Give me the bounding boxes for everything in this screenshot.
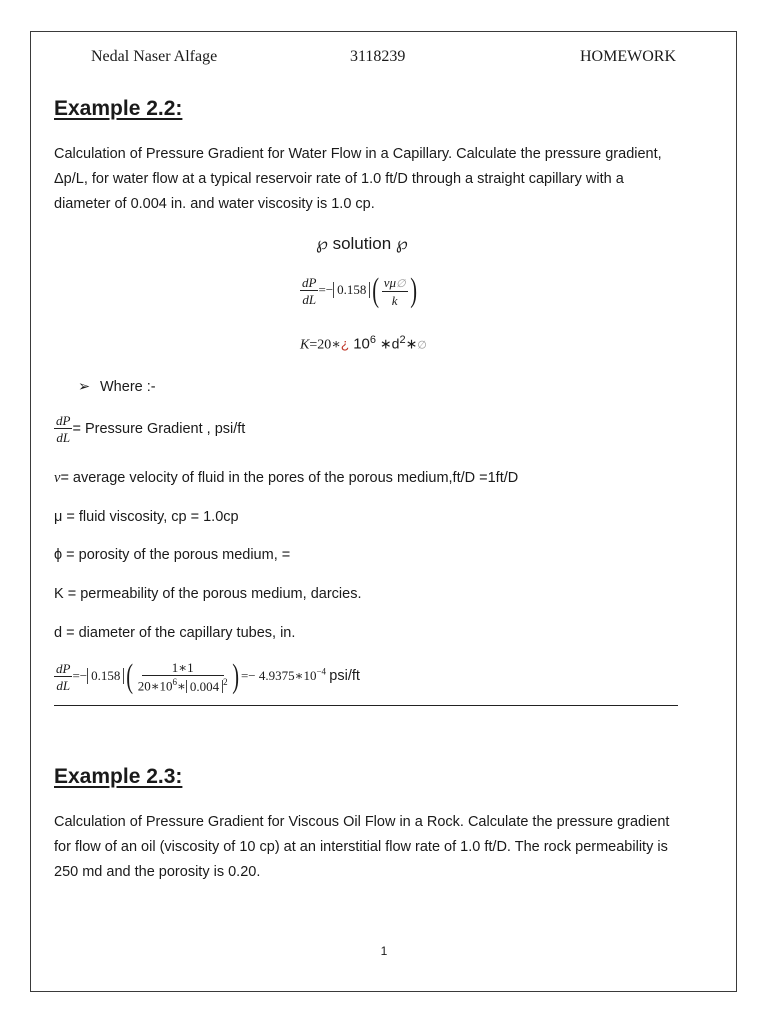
ten: 10 bbox=[353, 335, 370, 353]
fraction-result bbox=[136, 661, 230, 692]
exponent: 2 bbox=[223, 677, 228, 688]
equals-minus: =− bbox=[72, 667, 88, 683]
example-2-2-title: Example 2.2: bbox=[54, 97, 183, 120]
fraction-dp-dl bbox=[300, 276, 318, 306]
coefficient: 0.158 bbox=[333, 282, 370, 298]
example-2-2-problem: Calculation of Pressure Gradient for Water Flow in a Capillary. Calculate the pressure gradient, Δp/L, for water flow at a typical reservoir rate of 1.0 ft/D through a straight capillary with a diameter of 0.004 in. and water viscosity is 1.0 cp. bbox=[54, 146, 662, 212]
equation-part: 20∗10 bbox=[137, 678, 173, 694]
header-student-id: 3118239 bbox=[350, 48, 406, 65]
fraction-numerator: dP bbox=[56, 413, 71, 428]
fraction-vmu-k bbox=[382, 276, 408, 307]
definition-text: = Pressure Gradient , psi/ft bbox=[72, 420, 246, 437]
definition-diameter: d = diameter of the capillary tubes, in. bbox=[54, 625, 296, 641]
fraction-denominator bbox=[136, 676, 230, 692]
permeability-symbol: K bbox=[300, 337, 310, 353]
velocity-symbol: v bbox=[54, 470, 61, 486]
fraction-denominator: dL bbox=[56, 430, 71, 445]
solution-heading: ℘ solution ℘ bbox=[316, 234, 408, 253]
definition-porosity: ϕ = porosity of the porous medium, = bbox=[54, 547, 291, 563]
result-unit: psi/ft bbox=[329, 667, 360, 684]
fraction-denominator: dL bbox=[56, 678, 71, 693]
definition-gradient bbox=[54, 414, 245, 444]
header-label: HOMEWORK bbox=[580, 48, 676, 65]
example-2-3-title: Example 2.3: bbox=[54, 765, 183, 788]
equation-permeability bbox=[300, 334, 427, 354]
definition-permeability: K = permeability of the porous medium, darcies. bbox=[54, 586, 362, 602]
coefficient: 0.158 bbox=[87, 668, 124, 684]
phi-symbol: ∅ bbox=[396, 277, 406, 290]
fraction-numerator: dP bbox=[56, 661, 71, 676]
definition-viscosity: μ = fluid viscosity, cp = 1.0cp bbox=[54, 509, 239, 525]
equation-gradient: $\frac{dP}{dL}$ =− 0.158 ( $\frac{v\mu\emptyset}{k}$ ) bbox=[302, 272, 417, 309]
equation-part: ∗d bbox=[376, 335, 400, 352]
diameter-value: 0.004 bbox=[186, 680, 223, 693]
definition-text: = average velocity of fluid in the pores of the porous medium,ft/D =1ft/D bbox=[60, 470, 519, 486]
fraction-dp-dl bbox=[54, 662, 72, 692]
header-author: Nedal Naser Alfage bbox=[91, 48, 218, 65]
fraction-numerator: vμ bbox=[383, 274, 396, 290]
exponent: −4 bbox=[316, 666, 327, 677]
equation-part: =20∗ bbox=[309, 337, 341, 353]
fraction-numerator: 1∗1 bbox=[142, 661, 224, 676]
where-label: Where :- bbox=[100, 379, 156, 395]
section-divider bbox=[54, 705, 678, 706]
exponent: 6 bbox=[172, 677, 178, 688]
result-value: =− 4.9375∗10 bbox=[240, 667, 317, 683]
equation-result: $\frac{dP}{dL}$ =− 0.158 ( $\frac{1∗1}{20∗10^6∗ 0.004 ^2}$ ) =− $4.9375∗10^{-4}$ psi/ft bbox=[56, 658, 360, 695]
page-number: 1 bbox=[380, 944, 388, 958]
example-2-3-problem: Calculation of Pressure Gradient for Viscous Oil Flow in a Rock. Calculate the pressure gradient for flow of an oil (viscosity of 10 cp) at an interstitial flow rate of 1.0 ft/D. The rock permeability is 250 md and the porosity is 0.20. bbox=[54, 814, 670, 880]
equals-minus: =− bbox=[318, 281, 334, 297]
fraction-denominator: k bbox=[391, 292, 398, 308]
equation-part: ∗ bbox=[405, 335, 418, 352]
exponent: 6 bbox=[369, 334, 377, 346]
exponent: 2 bbox=[399, 334, 406, 346]
fraction-numerator: dP bbox=[302, 275, 317, 290]
fraction-dp-dl bbox=[54, 414, 72, 444]
fraction-denominator: dL bbox=[302, 292, 317, 307]
definition-velocity bbox=[54, 470, 518, 487]
where-bullet: ➢ bbox=[78, 379, 91, 395]
phi-symbol: ∅ bbox=[417, 339, 427, 352]
equation-part: ∗ bbox=[177, 678, 186, 694]
glyph: ¿ bbox=[340, 335, 350, 352]
